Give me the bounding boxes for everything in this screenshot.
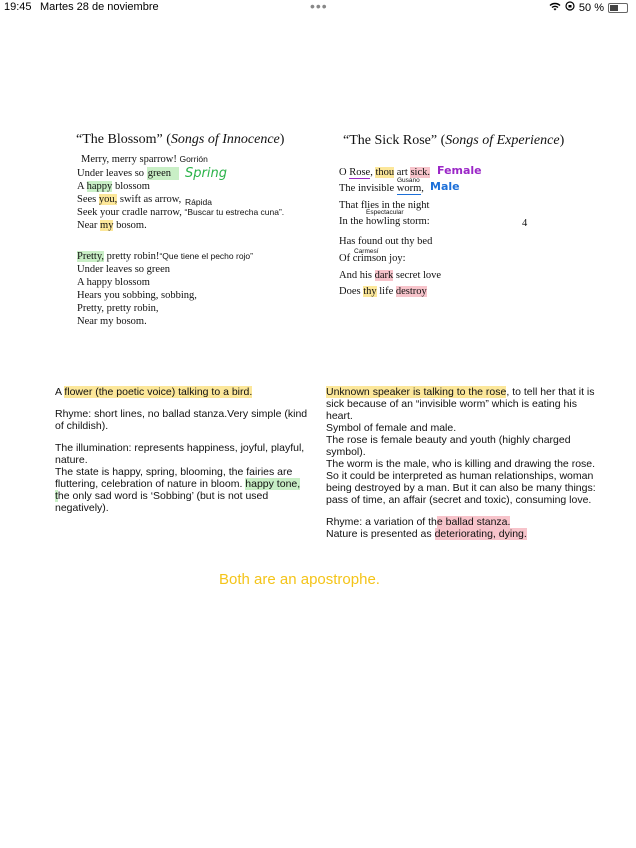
blossom-line-text: A	[77, 181, 87, 192]
sick-rose-title-main: “The Sick Rose”	[343, 133, 438, 148]
note-text: A	[55, 386, 65, 398]
rose-line: Has found out thy bed	[339, 236, 433, 247]
blossom-line-text: swift as arrow,	[117, 194, 182, 205]
blossom-line	[77, 194, 181, 205]
highlight-yellow: thy	[363, 286, 377, 297]
blossom-notes	[55, 386, 317, 524]
translation-note: “Que tiene el pecho rojo”	[159, 251, 253, 261]
highlight-green: happy	[86, 181, 113, 192]
translation-note: Gorrión	[179, 154, 208, 164]
blossom-line	[81, 154, 208, 165]
highlight-pink: deteriorating, dying.	[434, 528, 527, 540]
rose-line-text: ,	[421, 183, 424, 194]
rose-line-text: art	[394, 167, 411, 178]
highlight-yellow: flower (the poetic voice) talking to a bird.	[64, 386, 253, 398]
status-right	[549, 1, 628, 14]
blossom-line	[77, 207, 284, 218]
conclusion-text: Both are an apostrophe.	[219, 571, 380, 588]
rose-line-text: life	[376, 286, 396, 297]
sick-rose-notes	[326, 386, 598, 550]
highlight-yellow: my	[100, 220, 114, 231]
note-paragraph: The worm is the male, who is killing and drawing the rose. So it could be interpreted as human relationships, woman being destroyed by a man. But it can also be many things: pass of time, an affair (secret and toxic), consuming love.	[326, 458, 596, 506]
highlight-yellow: you,	[98, 194, 118, 205]
blossom-title-main: “The Blossom”	[76, 132, 163, 147]
battery-icon	[608, 3, 628, 13]
note-paragraph: Symbol of female and male.	[326, 422, 457, 434]
highlight-green: green	[147, 167, 179, 180]
note-text: The state is happy, spring, blooming, the fairies are fluttering, celebration of nature in bloom.	[55, 466, 293, 490]
underline-purple: Rose	[349, 167, 371, 178]
handwritten-spring: Spring	[185, 166, 227, 181]
highlight-yellow: Unknown speaker is talking to the rose	[326, 386, 507, 398]
status-bar	[0, 0, 636, 16]
status-date: Martes 28 de noviembre	[40, 1, 159, 13]
status-time: 19:45	[4, 1, 32, 13]
rose-line-text: O	[339, 167, 350, 178]
rose-line-text: ,	[370, 167, 376, 178]
highlight-pink: e ballad stanza.	[436, 516, 511, 528]
translation-note: “Buscar tu estrecha cuna”.	[184, 207, 285, 217]
blossom-line-text: bosom.	[113, 220, 147, 231]
rose-line: Of crimson joy:	[339, 253, 406, 264]
multitasking-dots-icon[interactable]: •••	[310, 0, 328, 14]
battery-percent: 50 %	[578, 1, 604, 14]
handwritten-male: Male	[430, 180, 460, 193]
note-paragraph	[326, 386, 598, 422]
blossom-line-text: Merry, merry sparrow!	[81, 154, 177, 165]
highlight-yellow: thou	[375, 167, 395, 178]
blossom-line-text: blossom	[112, 181, 150, 192]
highlight-pink: sick.	[410, 167, 431, 178]
sick-rose-title: “The Sick Rose” (Songs of Experience)	[343, 133, 565, 148]
battery-level	[610, 5, 618, 11]
blossom-title: “The Blossom” (Songs of Innocence)	[76, 132, 285, 147]
rose-line-text: Does	[339, 286, 364, 297]
page-number: 4	[522, 218, 528, 229]
rose-line-text: secret love	[393, 270, 442, 281]
blossom-line-text: Seek your cradle narrow,	[77, 207, 182, 218]
rose-line	[339, 270, 441, 281]
translation-note: Espectacular	[366, 209, 404, 216]
handwritten-female: Female	[437, 164, 482, 177]
blossom-line-text: pretty robin!	[104, 251, 160, 262]
note-paragraph: Rhyme: short lines, no ballad stanza.Very simple (kind of childish).	[55, 408, 308, 432]
note-paragraph	[326, 528, 598, 540]
note-paragraph	[55, 386, 317, 398]
blossom-line	[77, 181, 150, 192]
orientation-lock-icon	[565, 1, 575, 14]
blossom-line-text: Sees	[77, 194, 99, 205]
underline-blue: worm	[396, 183, 422, 194]
rose-line: In the howling storm:	[339, 216, 430, 227]
wifi-icon	[549, 2, 561, 14]
sick-rose-title-sub: Songs of Experience	[445, 133, 560, 148]
note-text: , to tell her that it is sick because of an “invisible worm” which is eating his heart.	[326, 386, 595, 422]
blossom-line: A happy blossom	[77, 277, 150, 288]
rose-line: That flies in the night	[339, 200, 430, 211]
note-paragraph	[55, 466, 317, 514]
highlight-pink: dark	[374, 270, 394, 281]
note-paragraph: The illumination: represents happiness, joyful, playful, nature.	[55, 442, 305, 466]
blossom-line-text: Near	[77, 220, 101, 231]
blossom-line-text: Under leaves so	[77, 168, 147, 179]
note-text: Nature is presented as	[326, 528, 435, 540]
blossom-line: Under leaves so green	[77, 264, 171, 275]
highlight-green: happy tone, t	[55, 478, 301, 502]
blossom-line: Near my bosom.	[77, 316, 147, 327]
blossom-title-sub: Songs of Innocence	[170, 132, 280, 147]
blossom-line: Hears you sobbing, sobbing,	[77, 290, 197, 301]
blossom-line: Pretty, pretty robin,	[77, 303, 159, 314]
rose-line-text: And his	[339, 270, 375, 281]
blossom-line	[77, 168, 179, 179]
note-paragraph	[326, 516, 598, 528]
rose-line	[339, 183, 424, 194]
blossom-line	[77, 251, 253, 262]
translation-note: Rápida	[185, 197, 212, 207]
translation-note: Carmesí	[354, 248, 379, 255]
rose-line-text: The invisible	[339, 183, 397, 194]
note-text: he only sad word is ‘Sobbing’ (but is not used negatively).	[55, 490, 269, 514]
highlight-green: Pretty,	[77, 251, 105, 262]
highlight-pink: destroy	[395, 286, 427, 297]
note-text: Rhyme: a variation of th	[326, 516, 437, 528]
blossom-line	[77, 220, 147, 231]
translation-note: Gusano	[397, 177, 420, 184]
rose-line	[339, 286, 427, 297]
note-paragraph: The rose is female beauty and youth (highly charged symbol).	[326, 434, 571, 458]
